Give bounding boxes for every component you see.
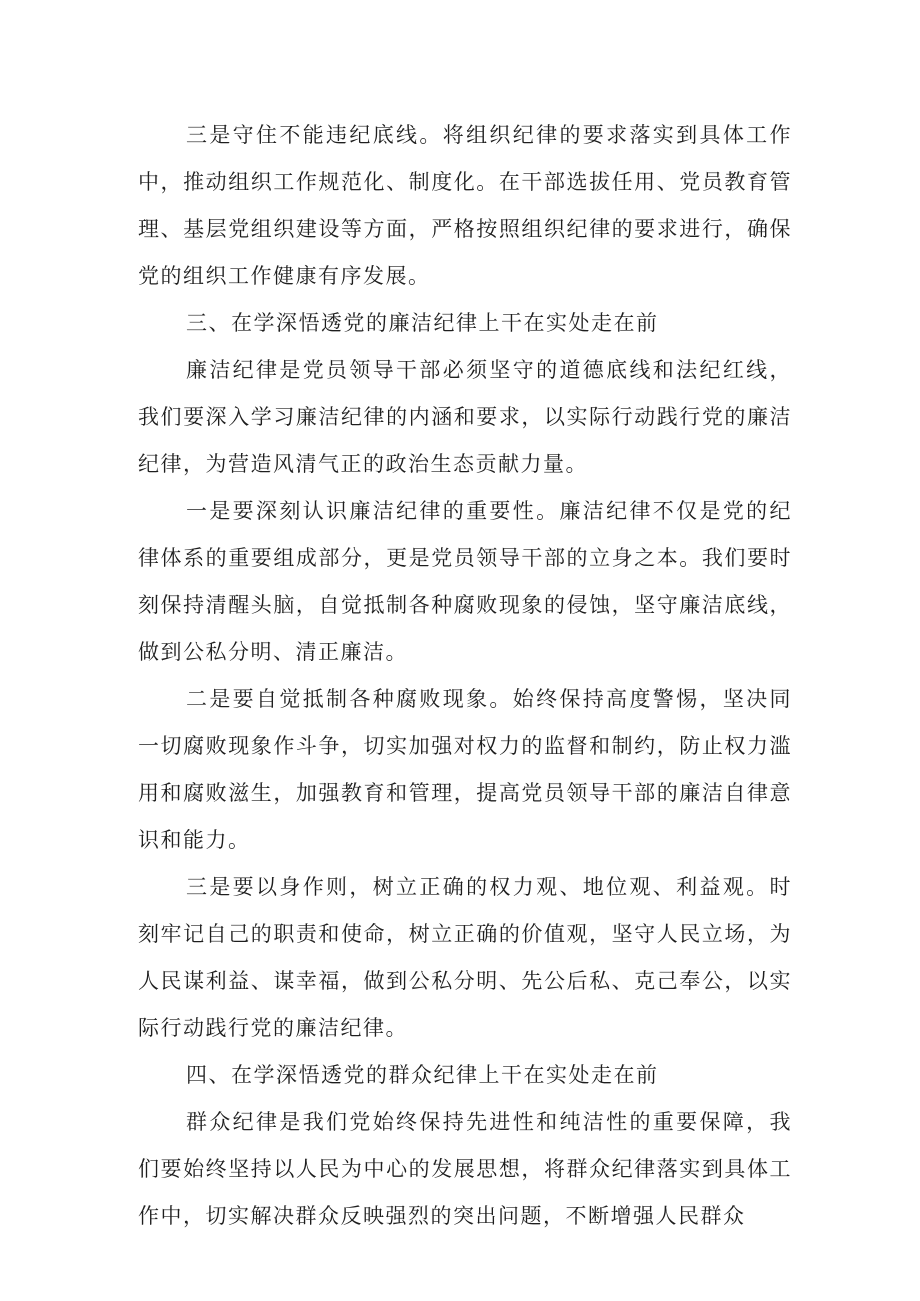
paragraph-lead-by-example: 三是要以身作则，树立正确的权力观、地位观、利益观。时刻牢记自己的职责和使命，树立正确的价值观，坚守人民立场，为人民谋利益、谋幸福，做到公私分明、先公后私、克己奉公，以实际行动践行党的廉洁纪律。 (138, 875, 792, 1040)
paragraph-resist-corruption: 二是要自觉抵制各种腐败现象。始终保持高度警惕，坚决同一切腐败现象作斗争，切实加强对权力的监督和制约，防止权力滥用和腐败滋生，加强教育和管理，提高党员领导干部的廉洁自律意识和能力。 (138, 687, 792, 852)
section-heading-mass-discipline: 四、在学深悟透党的群众纪律上干在实处走在前 (186, 1063, 659, 1087)
paragraph-integrity-intro: 廉洁纪律是党员领导干部必须坚守的道德底线和法纪红线，我们要深入学习廉洁纪律的内涵和要求，以实际行动践行党的廉洁纪律，为营造风清气正的政治生态贡献力量。 (138, 358, 792, 476)
paragraph-organization-bottom-line: 三是守住不能违纪底线。将组织纪律的要求落实到具体工作中，推动组织工作规范化、制度化。在干部选拔任用、党员教育管理、基层党组织建设等方面，严格按照组织纪律的要求进行，确保党的组织工作健康有序发展。 (138, 123, 792, 288)
section-heading-integrity-discipline: 三、在学深悟透党的廉洁纪律上干在实处走在前 (186, 311, 659, 335)
paragraph-integrity-importance: 一是要深刻认识廉洁纪律的重要性。廉洁纪律不仅是党的纪律体系的重要组成部分，更是党员领导干部的立身之本。我们要时刻保持清醒头脑，自觉抵制各种腐败现象的侵蚀，坚守廉洁底线，做到公私分明、清正廉洁。 (138, 499, 792, 664)
paragraph-mass-discipline-intro: 群众纪律是我们党始终保持先进性和纯洁性的重要保障，我们要始终坚持以人民为中心的发展思想，将群众纪律落实到具体工作中，切实解决群众反映强烈的突出问题，不断增强人民群众 (138, 1110, 792, 1228)
document-page (138, 112, 792, 1240)
